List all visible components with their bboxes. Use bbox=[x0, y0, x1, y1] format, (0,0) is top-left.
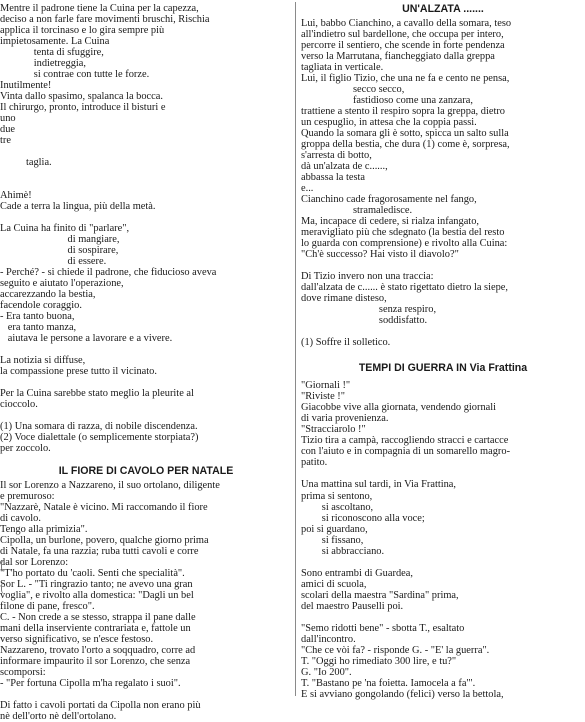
text-line: per zoccolo. bbox=[0, 443, 51, 454]
text-line: Sono entrambi di Guardea, bbox=[301, 567, 413, 579]
text-line: "Semo ridotti bene" - sbotta T., esaltato bbox=[301, 623, 465, 635]
text-line: e... bbox=[301, 183, 314, 194]
text-line: con l'aiuto e in compagnia di un somarello magro- bbox=[301, 446, 511, 458]
text-line: Di Tizio invero non una traccia: bbox=[301, 271, 434, 282]
text-line: Cade a terra la lingua, più della metà. bbox=[0, 201, 156, 212]
text-line: - "Per fortuna Cipolla m'ha regalato i suoi". bbox=[0, 678, 181, 689]
text-line: tenta di sfuggire, bbox=[0, 47, 104, 58]
text-line: percorre il sentiero, che scende in forte pendenza bbox=[301, 40, 505, 51]
text-line: fastidioso come una zanzara, bbox=[301, 95, 473, 106]
text-line: Inutilmente! bbox=[0, 80, 52, 91]
text-line: verso significativo, se n'esce festoso. bbox=[0, 634, 154, 645]
text-line: (2) Voce dialettale (o semplicemente storpiata?) bbox=[0, 432, 199, 443]
text-line: seguito e aiutato l'operazione, bbox=[0, 278, 124, 289]
text-line: Cipolla, un burlone, povero, qualche giorno prima bbox=[0, 535, 209, 546]
text-line: nè dell'orto nè dell'ortolano. bbox=[0, 711, 117, 722]
text-line: - Perché? - si chiede il padrone, che fiducioso aveva bbox=[0, 267, 217, 278]
text-line: T. "Oggi ho rimediato 300 lire, e tu?" bbox=[301, 656, 457, 668]
text-line: senza respiro, bbox=[301, 304, 437, 315]
text-line: Tengo alla primizia". bbox=[0, 524, 88, 535]
text-line: dal sor Lorenzo: bbox=[0, 557, 69, 568]
text-line: (1) Soffre il solletico. bbox=[301, 337, 391, 348]
text-line: due bbox=[0, 124, 16, 135]
text-line: Per la Cuina sarebbe stato meglio la pleurite al bbox=[0, 388, 194, 399]
text-line: uno bbox=[0, 113, 16, 124]
text-line: Ahimè! bbox=[0, 190, 32, 201]
text-line: Quando la somara gli è sotto, spicca un salto sulla bbox=[301, 128, 509, 139]
text-line: "Stracciarolo !" bbox=[301, 424, 366, 436]
text-line: La notizia si diffuse, bbox=[0, 355, 86, 366]
text-line: si contrae con tutte le forze. bbox=[0, 69, 150, 80]
text-line: secco secco, bbox=[301, 84, 405, 95]
text-line: La Cuina ha finito di "parlare", bbox=[0, 223, 130, 234]
text-line: patito. bbox=[301, 457, 328, 469]
text-line: stramaledisce. bbox=[301, 205, 413, 216]
column-divider bbox=[295, 2, 296, 696]
text-line: di essere. bbox=[0, 256, 107, 267]
text-line: impietosamente. La Cuina bbox=[0, 36, 110, 47]
text-line: T. "Bastano pe 'na foietta. Iamocela a fa'". bbox=[301, 678, 476, 690]
text-line: deciso a non farle fare movimenti bruschi, Rischia bbox=[0, 14, 210, 25]
text-line: Giacobbe vive alla giornata, vendendo giornali bbox=[301, 402, 497, 414]
text-line: un cespuglio, in attesa che la coppia passi. bbox=[301, 117, 477, 128]
text-line: dall'alzata de c...... è stato rigettato dietro la siepe, bbox=[301, 282, 509, 293]
text-line: di sospirare, bbox=[0, 245, 119, 256]
text-line: del maestro Pauselli poi. bbox=[301, 601, 404, 612]
text-line: Di fatto i cavoli portati da Cipolla non erano più bbox=[0, 700, 201, 711]
text-line: e premuroso: bbox=[0, 491, 55, 502]
heading-un-alzata: UN'ALZATA ....... bbox=[402, 3, 484, 15]
text-line: facendole coraggio. bbox=[0, 300, 82, 311]
text-line: (1) Una somara di razza, di nobile discendenza. bbox=[0, 421, 198, 432]
text-line: tagliata in verticale. bbox=[301, 62, 384, 73]
text-line: era tanto manza, bbox=[0, 322, 77, 333]
heading-main: TEMPI DI GUERRA IN bbox=[358, 362, 467, 374]
text-line: "Che ce vòi fa? - risponde G. - "E' la guerra". bbox=[301, 645, 490, 657]
text-line: E si avviano gongolando (felici) verso la bettola, bbox=[301, 689, 504, 701]
right-column bbox=[301, 0, 585, 701]
text-line: accarezzando la bestia, bbox=[0, 289, 96, 300]
text-line: "T'ho portato du 'caoli. Senti che specialità". bbox=[0, 568, 185, 579]
text-line: dove rimane disteso, bbox=[301, 293, 387, 304]
text-line: indietreggia, bbox=[0, 58, 86, 69]
text-line: Mentre il padrone tiene la Cuina per la capezza, bbox=[0, 3, 199, 14]
text-line: soddisfatto. bbox=[301, 315, 428, 326]
text-line: mani della inserviente contrariata e, fattole un bbox=[0, 623, 191, 634]
margin-bracket bbox=[1, 582, 5, 594]
heading-fiore-di-cavolo: IL FIORE DI CAVOLO PER NATALE bbox=[58, 465, 234, 477]
text-line: G. "Io 200". bbox=[301, 667, 352, 679]
text-line: la compassione prese tutto il vicinato. bbox=[0, 366, 157, 377]
text-line: groppa della bestia, che dura (1) come è, sorpresa, bbox=[301, 139, 510, 150]
heading-tempi-di-guerra bbox=[301, 362, 585, 374]
text-line: di Natale, fa una razzia; ruba tutti cavoli e corre bbox=[0, 546, 199, 557]
text-line: cioccolo. bbox=[0, 399, 38, 410]
text-line: Tizio tira a campà, raccogliendo stracci e cartacce bbox=[301, 435, 509, 447]
text-line: Una mattina sul tardi, in Via Frattina, bbox=[301, 479, 457, 491]
text-line: - Era tanto buona, bbox=[0, 311, 75, 322]
text-line: amici di scuola, bbox=[301, 578, 367, 590]
text-line: di mangiare, bbox=[0, 234, 120, 245]
text-line: Il chirurgo, pronto, introduce il bisturi e bbox=[0, 102, 166, 113]
text-line: "Giornali !" bbox=[301, 380, 351, 391]
text-line: Cianchino cade fragorosamente nel fango, bbox=[301, 194, 477, 205]
text-line: aiutava le persone a lavorare e a vivere. bbox=[0, 333, 173, 344]
text-line: poi si guardano, bbox=[301, 523, 368, 535]
text-line: "Nazzarè, Natale è vicino. Mi raccomando il fiore bbox=[0, 502, 208, 513]
text-line: Ma, incapace di cedere, si rialza infangato, bbox=[301, 216, 479, 227]
text-line: Lui, il figlio Tizio, che una ne fa e cento ne pensa, bbox=[301, 73, 510, 84]
text-line: C. - Non crede a se stesso, strappa il pane dalle bbox=[0, 612, 196, 623]
text-line: prima si sentono, bbox=[301, 490, 373, 502]
text-line: dà un'alzata de c......, bbox=[301, 161, 388, 172]
text-line: di varia provenienza. bbox=[301, 413, 389, 425]
text-line: Il sor Lorenzo a Nazzareno, il suo ortolano, diligente bbox=[0, 480, 220, 491]
text-line: "Riviste !" bbox=[301, 391, 345, 403]
text-line: taglia. bbox=[0, 157, 52, 168]
text-line: Lui, babbo Cianchino, a cavallo della somara, teso bbox=[301, 18, 512, 29]
text-line: filone di pane, fresco". bbox=[0, 601, 95, 612]
text-line: informare impaurito il sor Lorenzo, che senza bbox=[0, 656, 191, 667]
text-line: si riconoscono alla voce; bbox=[301, 512, 425, 524]
text-line: Nazzareno, trovato l'orto a soqquadro, corre ad bbox=[0, 645, 196, 656]
text-line: scomporsi: bbox=[0, 667, 46, 678]
margin-bracket bbox=[1, 560, 5, 572]
text-line: verso la Marrutana, fiancheggiato dalla greppa bbox=[301, 51, 495, 62]
text-line: dall'incontro. bbox=[301, 634, 356, 646]
text-line: applica il torcinaso e lo gira sempre più bbox=[0, 25, 165, 36]
text-line: meravigliato più che sdegnato (la bestia del resto bbox=[301, 227, 505, 238]
left-column bbox=[0, 0, 292, 722]
text-line: trattiene a stento il respiro sopra la greppa, dietro bbox=[301, 106, 505, 117]
text-line: abbassa la testa bbox=[301, 172, 366, 183]
heading-sub: Via Frattina bbox=[469, 362, 528, 374]
text-line: di cavolo. bbox=[0, 513, 41, 524]
text-line: si fissano, bbox=[301, 534, 364, 546]
text-line: si ascoltano, bbox=[301, 501, 374, 513]
text-line: s'arresta di botto, bbox=[301, 150, 372, 161]
text-line: voglia", e rivolto alla domestica: "Dagli un bel bbox=[0, 590, 194, 601]
text-line: Vinta dallo spasimo, spalanca la bocca. bbox=[0, 91, 163, 102]
text-line: lo guarda con comprensione) e rivolto alla Cuina: bbox=[301, 238, 508, 249]
text-line: tre bbox=[0, 135, 11, 146]
text-line: si abbracciano. bbox=[301, 545, 385, 557]
text-line: scolari della maestra "Sardina" prima, bbox=[301, 589, 459, 601]
text-line: Sor L. - "Ti ringrazio tanto; ne avevo una gran bbox=[0, 579, 193, 590]
text-line: all'indietro sul bardellone, che occupa per intero, bbox=[301, 29, 504, 40]
text-line: "Ch'è successo? Hai visto il diavolo?" bbox=[301, 249, 459, 260]
